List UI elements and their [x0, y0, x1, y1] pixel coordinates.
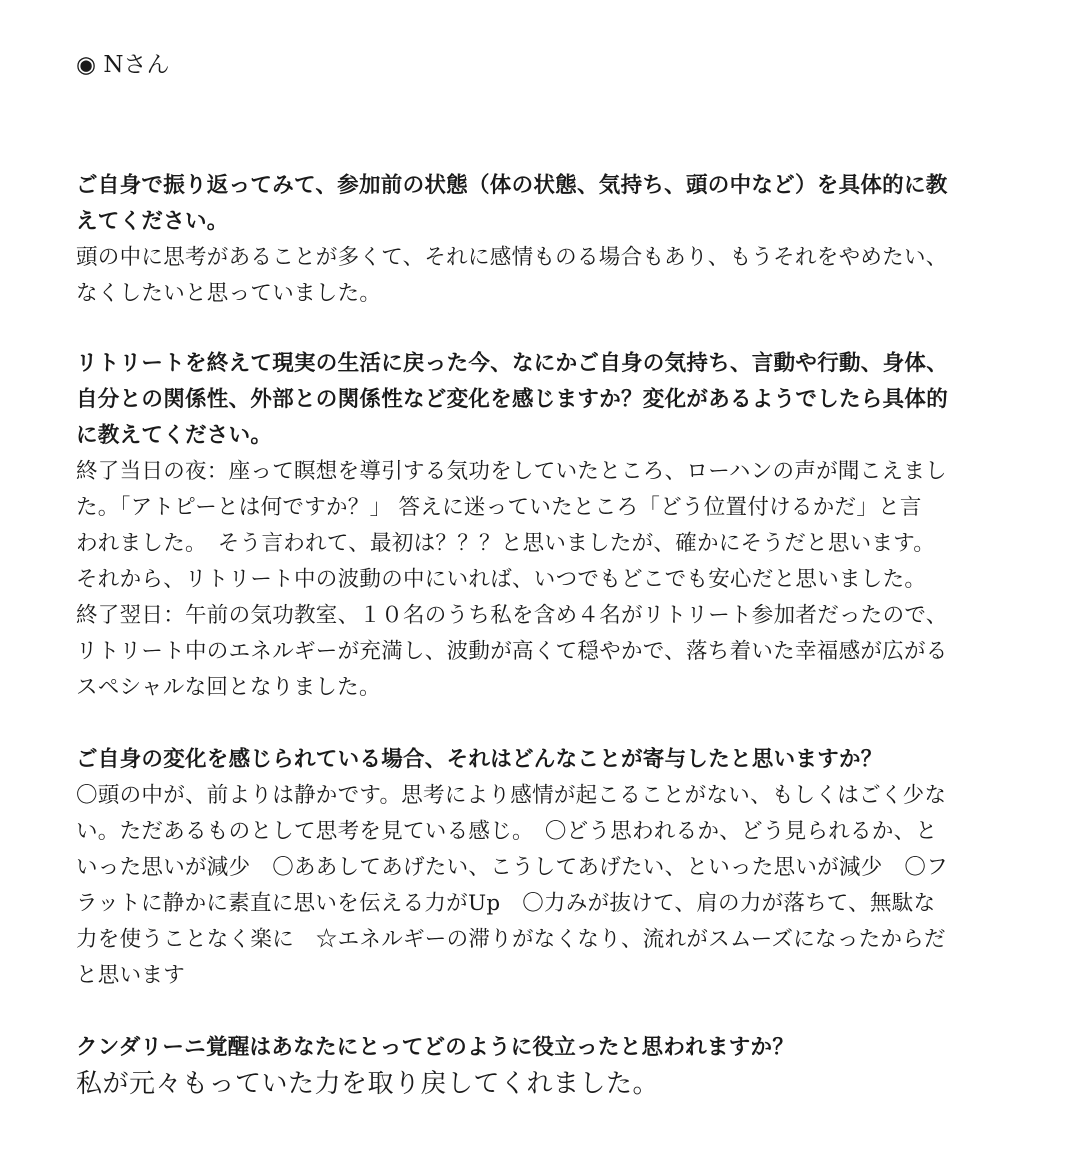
answer-3 — [76, 778, 1041, 994]
answer-line: リトリート中のエネルギーが充満し、波動が高くて穏やかで、落ち着いた幸福感が広がる — [76, 639, 948, 664]
answer-line: ラットに静かに素直に思いを伝える力がUp 〇力みが抜けて、肩の力が落ちて、無駄な — [76, 891, 936, 916]
question-2 — [76, 346, 1041, 454]
question-1 — [76, 168, 1041, 240]
question-line: えてください。 — [76, 209, 229, 234]
answer-line: 〇頭の中が、前よりは静かです。思考により感情が起こることがない、もしくはごく少な — [76, 783, 947, 808]
question-line: クンダリーニ覚醒はあなたにとってどのように役立ったと思われますか？ — [76, 1035, 795, 1060]
answer-line: なくしたいと思っていました。 — [76, 281, 382, 306]
answer-line: た。「アトピーとは何ですか？」 答えに迷っていたところ「どう位置付けるかだ」と言 — [76, 495, 922, 520]
question-4 — [76, 1030, 1041, 1066]
qa-section-1 — [76, 168, 1041, 312]
answer-line: 私が元々もっていた力を取り戻してくれました。 — [76, 1069, 660, 1099]
answer-line: 終了当日の夜：座って瞑想を導引する気功をしていたところ、ローハンの声が聞こえまし — [76, 459, 947, 484]
question-line: 自分との関係性、外部との関係性など変化を感じますか？変化があるようでしたら具体的 — [76, 387, 949, 412]
answer-line: 頭の中に思考があることが多くて、それに感情ものる場合もあり、もうそれをやめたい、 — [76, 245, 948, 270]
answer-line: スペシャルな回となりました。 — [76, 675, 381, 700]
answer-line: われました。 そう言われて、最初は？？？と思いましたが、確かにそうだと思います。 — [76, 531, 936, 556]
answer-line: と思います — [76, 963, 186, 988]
qa-section-3 — [76, 742, 1041, 994]
question-line: に教えてください。 — [76, 423, 273, 448]
qa-section-2 — [76, 346, 1041, 706]
answer-line: 終了翌日：午前の気功教室、１０名のうち私を含め４名がリトリート参加者だったので、 — [76, 603, 948, 628]
question-line: ご自身で振り返ってみて、参加前の状態（体の状態、気持ち、頭の中など）を具体的に教 — [76, 173, 948, 198]
answer-line: それから、リトリート中の波動の中にいれば、いつでもどこでも安心だと思いました。 — [76, 567, 927, 592]
answer-2 — [76, 454, 1041, 706]
answer-1 — [76, 240, 1041, 312]
respondent-heading: ◉ Nさん — [76, 52, 170, 78]
question-line: ご自身の変化を感じられている場合、それはどんなことが寄与したと思いますか？ — [76, 747, 883, 772]
answer-line: 力を使うことなく楽に ☆エネルギーの滞りがなくなり、流れがスムーズになったからだ — [76, 927, 946, 952]
answer-line: いった思いが減少 〇ああしてあげたい、こうしてあげたい、といった思いが減少 〇フ — [76, 855, 949, 880]
question-3 — [76, 742, 1041, 778]
answer-line: い。ただあるものとして思考を見ている感じ。 〇どう思われるか、どう見られるか、と — [76, 819, 938, 844]
question-line: リトリートを終えて現実の生活に戻った今、なにかご自身の気持ち、言動や行動、身体、 — [76, 351, 949, 376]
qa-section-4 — [76, 1030, 1041, 1102]
answer-4 — [76, 1066, 1041, 1102]
